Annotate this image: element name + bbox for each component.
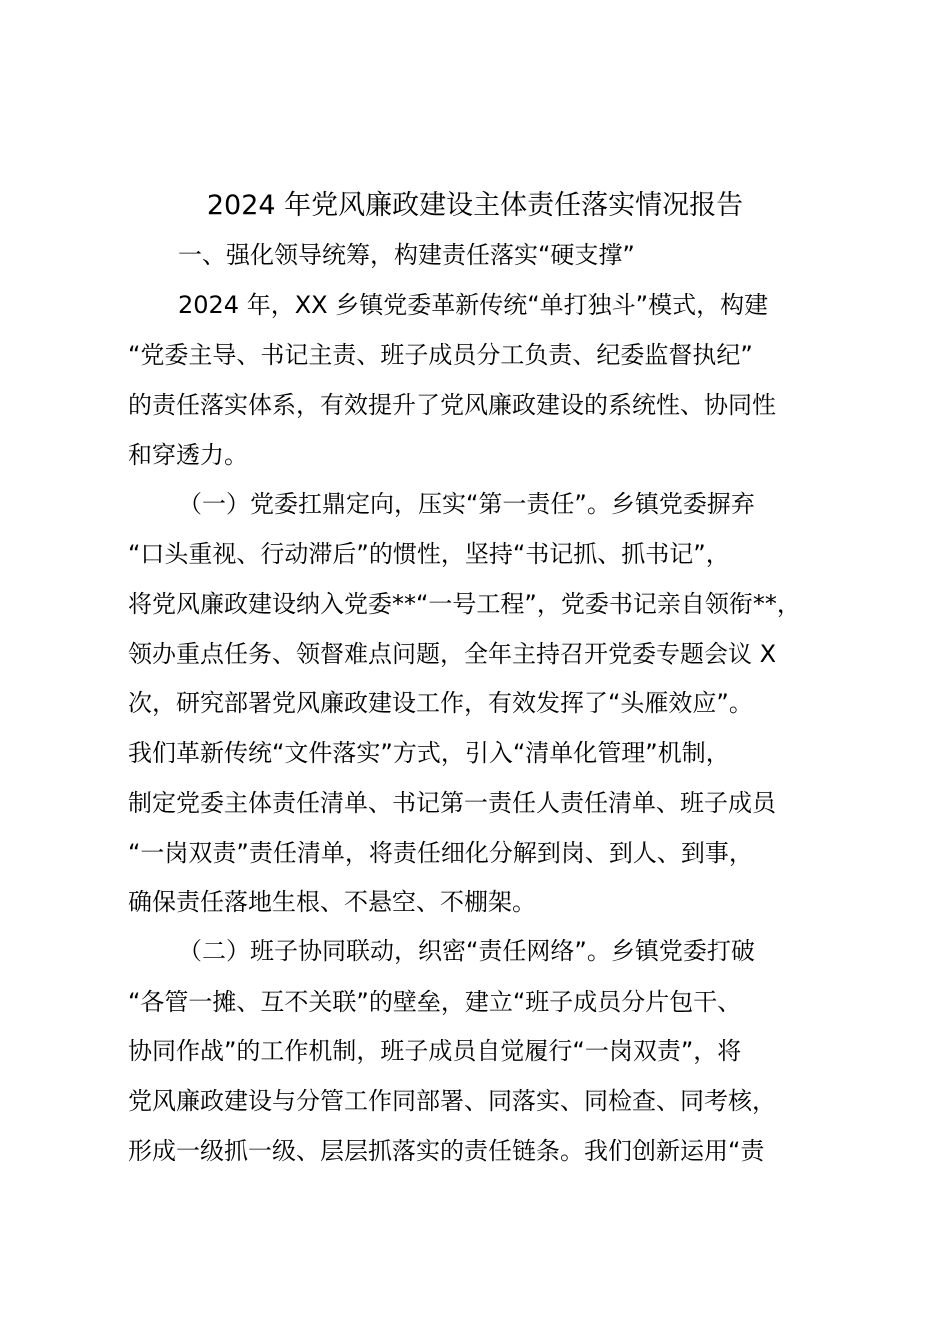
paragraph-2-line-4: 领办重点任务、领督难点问题，全年主持召开党委专题会议 X (128, 640, 777, 668)
paragraph-2-line-6: 我们革新传统“文件落实”方式，引入“清单化管理”机制， (128, 739, 730, 767)
paragraph-1-line-1: 2024 年，XX 乡镇党委革新传统“单打独斗”模式，构建 (178, 291, 769, 319)
paragraph-1-line-2: “党委主导、书记主责、班子成员分工负责、纪委监督执纪” (128, 341, 753, 369)
paragraph-2-line-9: 确保责任落地生根、不悬空、不棚架。 (128, 888, 536, 916)
paragraph-2-line-8: “一岗双责”责任清单，将责任细化分解到岗、到人、到事， (128, 839, 753, 867)
paragraph-1-line-3: 的责任落实体系，有效提升了党风廉政建设的系统性、协同性 (128, 391, 776, 419)
paragraph-2-line-5: 次，研究部署党风廉政建设工作，有效发挥了“头雁效应”。 (128, 689, 753, 717)
paragraph-1-line-4: 和穿透力。 (128, 441, 248, 469)
paragraph-2-line-7: 制定党委主体责任清单、书记第一责任人责任清单、班子成员 (128, 789, 776, 817)
paragraph-3-line-2: “各管一摊、互不关联”的壁垒，建立“班子成员分片包干、 (128, 988, 742, 1016)
paragraph-3-line-5: 形成一级抓一级、层层抓落实的责任链条。我们创新运用“责 (128, 1137, 765, 1165)
paragraph-2-line-2: “口头重视、行动滞后”的惯性，坚持“书记抓、抓书记”， (128, 540, 730, 568)
document-title: 2024 年党风廉政建设主体责任落实情况报告 (206, 190, 744, 221)
paragraph-2-line-1: （一）党委扛鼎定向，压实“第一责任”。乡镇党委摒弃 (178, 490, 755, 518)
paragraph-3-line-1: （二）班子协同联动，织密“责任网络”。乡镇党委打破 (178, 937, 755, 965)
paragraph-2-line-3: 将党风廉政建设纳入党委**“一号工程”，党委书记亲自领衔**， (128, 590, 801, 618)
paragraph-3-line-4: 党风廉政建设与分管工作同部署、同落实、同检查、同考核， (128, 1087, 776, 1115)
section-heading-1: 一、强化领导统筹，构建责任落实“硬支撑” (178, 241, 635, 269)
paragraph-3-line-3: 协同作战”的工作机制，班子成员自觉履行“一岗双责”，将 (128, 1037, 742, 1065)
